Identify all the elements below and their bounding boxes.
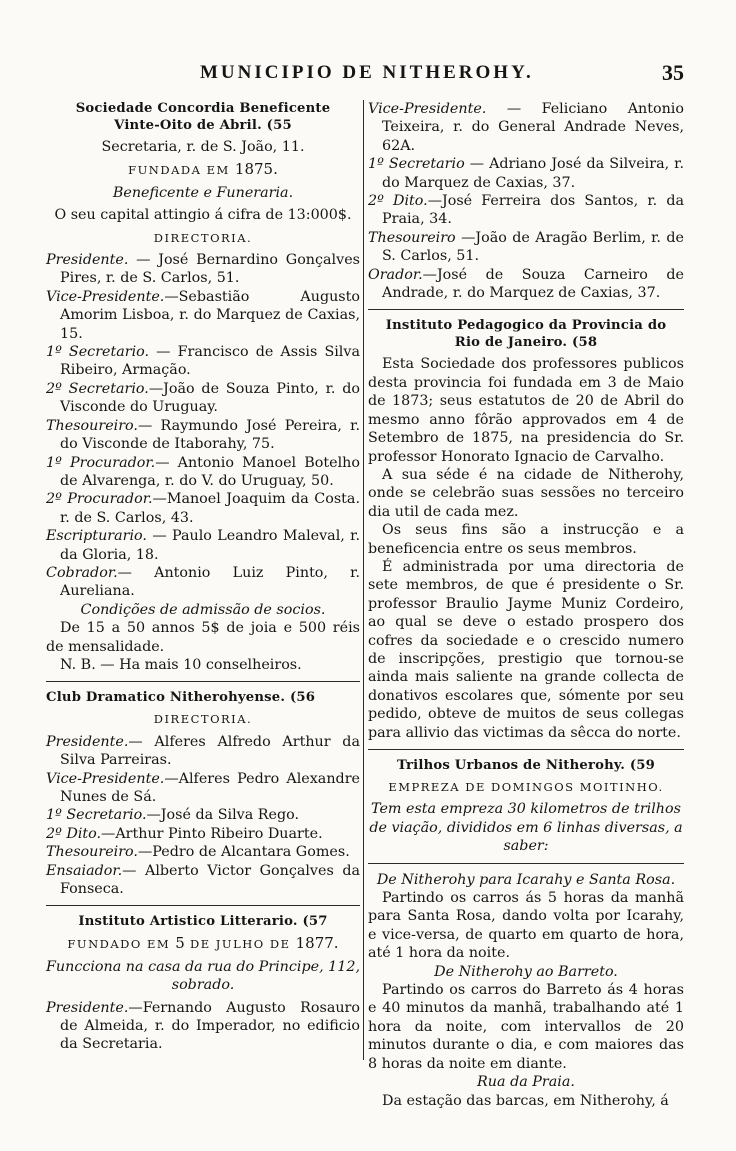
officer-line — [46, 999, 360, 1054]
officer-role: Cobrador. — [46, 564, 118, 581]
officer-text: — Alberto Victor Gonçalves da Fonseca. — [60, 862, 360, 898]
entry-title: Trilhos Urbanos de Nitherohy. (59 — [396, 758, 656, 773]
officer-role: Escripturario. — [46, 528, 147, 545]
officer-role: 1º Secretario. — [46, 807, 147, 824]
officer-role: 1º Procurador. — [46, 454, 156, 471]
officer-role: Vice-Presidente. — [46, 770, 165, 787]
officer-line — [46, 843, 360, 861]
intro-line: Tem esta empreza 30 kilometros de trilhos de viação, divididos em 6 linhas diversas, a saber: — [369, 801, 683, 855]
officer-line — [46, 417, 360, 454]
line-title: Rua da Praia. — [477, 1074, 575, 1091]
officer-text: —Manoel Joaquim da Costa. r. de S. Carlos, 43. — [60, 491, 360, 526]
officer-role: Thesoureiro. — [46, 417, 138, 434]
officer-role: Presidente. — [46, 252, 129, 269]
officer-text: —José de Souza Carneiro de Andrade, r. do Marquez de Caxias, 37. — [382, 266, 684, 302]
fundado-line — [46, 934, 360, 953]
entry-58 — [368, 317, 684, 742]
officer-text: —Alferes Pedro Alexandre Nunes de Sá. — [60, 770, 360, 805]
officer-text: — Paulo Leandro Maleval, r. da Gloria, 18. — [60, 528, 360, 563]
officer-text: —Fernando Augusto Rosauro de Almeida, r. do Imperador, no edificio da Secretaria. — [60, 999, 360, 1053]
left-column — [46, 100, 360, 1054]
section-rule — [368, 309, 684, 310]
section-rule — [46, 905, 360, 906]
empreza-label: EMPREZA DE DOMINGOS MOITINHO. — [388, 780, 664, 794]
paragraph: Esta Sociedade dos professores publicos desta provincia foi fundada em 3 de Maio de 1873; seus estatutos de 20 de Abril do mesmo anno fôrão approvados em 4 de Setembro de 1875, na presidencia do Sr. professor Honorato Ignacio de Carvalho. — [368, 356, 684, 465]
conditions-text: De 15 a 50 annos 5$ de joia e 500 réis de mensalidade. — [46, 620, 360, 655]
officer-line — [46, 251, 360, 288]
fundado-month: JULHO — [215, 937, 265, 952]
officer-text: — Alferes Alfredo Arthur da Silva Parreiras. — [60, 733, 360, 769]
officer-role: Orador. — [368, 266, 423, 283]
entry-55-continued — [368, 100, 684, 302]
officer-line — [46, 380, 360, 417]
officer-line — [368, 229, 684, 266]
directoria-label: DIRECTORIA. — [153, 712, 253, 727]
officer-line — [368, 266, 684, 303]
entry-title: Vinte-Oito de Abril. (55 — [114, 118, 292, 133]
line-text: Partindo os carros do Barreto ás 4 horas e 40 minutos da manhã, trabalhando até 1 hora da noite, com intervallos de 20 minutos durante o dia, e com maiores das 8 horas da noite em diante. — [368, 982, 684, 1072]
officer-text: —Arthur Pinto Ribeiro Duarte. — [101, 825, 323, 842]
entry-title: Instituto Artistico Litterario. (57 — [78, 914, 328, 930]
line-text: Partindo os carros ás 5 horas da manhã para Santa Rosa, dando volta por Icarahy, e vice-versa, de quarto em quarto de hora, até 1 hora da noite. — [368, 890, 684, 962]
officer-role: 1º Secretario — [368, 156, 465, 173]
secretaria-line: Secretaria, r. de S. João, 11. — [101, 139, 305, 155]
officer-text: — Adriano José da Silveira, r. do Marquez de Caxias, 37. — [382, 156, 684, 191]
entry-title: Instituto Pedagogico da Provincia do — [385, 318, 667, 334]
officer-line — [46, 343, 360, 380]
officer-role: 2º Procurador. — [46, 491, 153, 508]
line-title: De Nitherohy para Icarahy e Santa Rosa. — [376, 871, 676, 888]
officer-text: — Francisco de Assis Silva Ribeiro, Armação. — [60, 344, 360, 379]
entry-title: Club Dramatico Nitherohyense. (56 — [46, 690, 316, 706]
officer-line — [46, 825, 360, 843]
fundado-label: FUNDADO EM — [67, 937, 171, 952]
officer-line — [46, 770, 360, 807]
running-head — [0, 62, 736, 94]
officer-role: 1º Secretario. — [46, 344, 150, 361]
paragraph: É administrada por uma directoria de sete membros, de que é presidente o Sr. professor Braulio Jayme Muniz Cordeiro, ao qual se deve o estado prospero dos cofres da sociedade e o crescido numero de inscripções, prestigio que tornou-se ainda mais saliente na grande collecta de donativos escolares que, sómente por seu pedido, obteve de muitos de seus collegas para allivio das victimas da sêcca do norte. — [368, 558, 684, 741]
fundado-de: DE — [190, 937, 211, 952]
section-rule — [368, 749, 684, 750]
officer-text: — Antonio Manoel Botelho de Alvarenga, r. do V. do Uruguay, 50. — [60, 454, 360, 489]
note-line: N. B. — Ha mais 10 conselheiros. — [60, 656, 302, 673]
officer-text: —João de Aragão Berlim, r. de S. Carlos, 51. — [382, 229, 684, 265]
paragraph: Os seus fins são a instrucção e a beneficencia entre os seus membros. — [368, 522, 684, 557]
line-title: De Nitherohy ao Barreto. — [434, 963, 618, 980]
officer-line — [368, 155, 684, 192]
fundado-year: 1877. — [295, 934, 339, 953]
officer-line — [368, 100, 684, 155]
officer-text: — Feliciano Antonio Teixeira, r. do General Andrade Neves, 62A. — [382, 101, 684, 154]
officer-line — [46, 862, 360, 899]
officer-role: 2º Dito. — [368, 193, 428, 210]
entry-title: Sociedade Concordia Beneficente — [75, 101, 331, 116]
officer-line — [46, 490, 360, 527]
officer-line — [46, 733, 360, 770]
officer-line — [46, 288, 360, 343]
officer-line — [46, 527, 360, 564]
running-title: MUNICIPIO DE NITHEROHY. — [200, 62, 534, 83]
purpose-line: Beneficente e Funeraria. — [112, 184, 294, 201]
fundado-day: 5 — [175, 934, 185, 953]
officer-role: Thesoureiro. — [46, 844, 138, 861]
location-line: Funcciona na casa da rua do Principe, 112, sobrado. — [46, 958, 361, 994]
fundada-label: FUNDADA EM — [128, 163, 230, 178]
officer-text: —Sebastião Augusto Amorim Lisboa, r. do Marquez de Caxias, 15. — [60, 288, 360, 342]
conditions-title: Condições de admissão de socios. — [80, 601, 326, 618]
officer-role: 2º Secretario. — [46, 380, 149, 397]
officer-role: Vice-Presidente. — [368, 101, 487, 117]
officer-text: — José Bernardino Gonçalves Pires, r. de S. Carlos, 51. — [60, 252, 360, 287]
entry-56 — [46, 689, 360, 898]
page-number: 35 — [662, 60, 684, 85]
section-rule — [46, 681, 360, 682]
capital-line: O seu capital attingio á cifra de 13:000$. — [54, 207, 352, 224]
entry-57 — [46, 913, 360, 1053]
right-column — [368, 100, 684, 1110]
officer-line — [46, 564, 360, 601]
fundada-line — [46, 160, 360, 179]
column-divider — [363, 100, 364, 1060]
officer-line — [46, 454, 360, 491]
officer-text: —Pedro de Alcantara Gomes. — [137, 844, 350, 861]
directoria-label: DIRECTORIA. — [153, 230, 253, 245]
line-text: Da estação das barcas, em Nitherohy, á — [382, 1092, 669, 1109]
fundada-year: 1875. — [234, 160, 278, 179]
officer-role: Thesoureiro — [368, 229, 456, 246]
officer-text: —José Ferreira dos Santos, r. da Praia, 34. — [382, 193, 685, 228]
section-rule — [368, 863, 684, 864]
officer-role: Presidente. — [46, 999, 129, 1016]
officer-text: — Antonio Luiz Pinto, r. Aureliana. — [60, 564, 360, 600]
officer-role: Vice-Presidente. — [46, 288, 165, 305]
officer-text: —José da Silva Rego. — [146, 807, 300, 824]
entry-59 — [368, 757, 684, 1110]
paragraph: A sua séde é na cidade de Nitherohy, onde se celebrão suas sessões no terceiro dia util de cada mez. — [368, 466, 684, 520]
officer-role: Ensaiador. — [46, 862, 123, 879]
officer-text: — Raymundo José Pereira, r. do Visconde de Itaborahy, 75. — [60, 417, 360, 453]
entry-55 — [46, 100, 360, 674]
officer-line — [368, 192, 684, 229]
entry-title: Rio de Janeiro. (58 — [454, 335, 598, 351]
officer-role: 2º Dito. — [46, 825, 102, 842]
officer-line — [46, 806, 360, 824]
officer-role: Presidente. — [46, 733, 129, 750]
officer-text: —João de Souza Pinto, r. do Visconde do Uruguay. — [60, 380, 360, 416]
fundado-de: DE — [269, 937, 291, 952]
